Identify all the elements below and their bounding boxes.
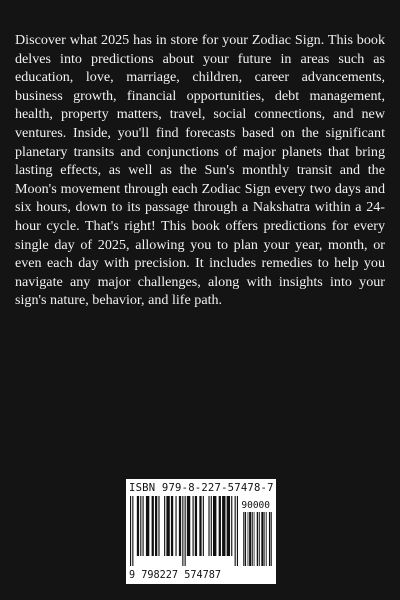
barcode-bar [193, 496, 194, 556]
barcode-bar [185, 496, 186, 566]
barcode-bar [249, 512, 251, 566]
barcode-bar [235, 496, 236, 566]
barcode-bar [158, 496, 159, 556]
barcode-bar [222, 496, 225, 556]
barcode-bar [199, 496, 201, 556]
barcode-bar [175, 496, 176, 556]
barcode-bar [182, 496, 183, 566]
barcode-bar [243, 512, 244, 566]
barcode-bar [179, 496, 181, 556]
barcode-bar [208, 496, 209, 556]
barcode-main-bars [130, 496, 238, 566]
barcode-bar [245, 512, 247, 566]
barcode-bar [146, 496, 149, 556]
barcode-bar [219, 496, 221, 556]
barcode-bar [132, 496, 133, 566]
barcode-bar [195, 496, 197, 556]
barcode-bar [171, 496, 173, 556]
book-description: Discover what 2025 has in store for your Zodiac Sign. This book delves into predictions about your future in areas such as education, love, marriage, children, career advancements, business growth, financial opportunities, debt management, health, property matters, travel, social connections, and new ventures. Inside, you'll find forecasts based on the significant planetary transits and conjunctions of major planets that bring lasting effects, as well as the Sun's monthly transit and the Moon's movement through each Zodiac Sign every two days and six hours, down to its passage through a Nakshatra within a 24-hour cycle. That's right! This book offers predictions for every single day of 2025, allowing you to plan your year, month, or even each day with precision. It includes remedies to help you navigate any major challenges, along with insights into your sign's nature, behavior, and life path. [15, 32, 385, 309]
barcode-bar [269, 512, 271, 566]
barcode-bar [261, 512, 263, 566]
isbn-barcode [126, 479, 276, 584]
barcode-bar [231, 496, 232, 556]
barcode-bar [143, 496, 144, 556]
barcode-bar [187, 496, 190, 556]
barcode-addon-bars [243, 512, 272, 566]
barcode-bar [155, 496, 157, 556]
barcode-digits: 9 798227 574787 [129, 570, 222, 581]
barcode-bar [211, 496, 212, 556]
barcode-bar [271, 512, 272, 566]
barcode-bar [152, 496, 154, 556]
barcode-bar [264, 512, 265, 566]
barcode-bar [248, 512, 249, 566]
barcode-bar [166, 496, 169, 556]
barcode-bar [213, 496, 216, 556]
barcode-bar [130, 496, 131, 566]
barcode-bar [257, 512, 259, 566]
barcode-bar [254, 512, 255, 566]
barcode-bar [140, 496, 141, 556]
barcode-bar [203, 496, 204, 556]
barcode-bar [227, 496, 230, 556]
price-code: 90000 [241, 500, 270, 511]
barcode-bar [137, 496, 139, 556]
barcode-bar [259, 512, 260, 566]
isbn-label: ISBN 979-8-227-57478-7 [129, 482, 274, 494]
barcode-bar [164, 496, 165, 556]
barcode-bar [252, 512, 253, 566]
barcode-bar [237, 496, 238, 566]
barcode-bar [266, 512, 267, 566]
